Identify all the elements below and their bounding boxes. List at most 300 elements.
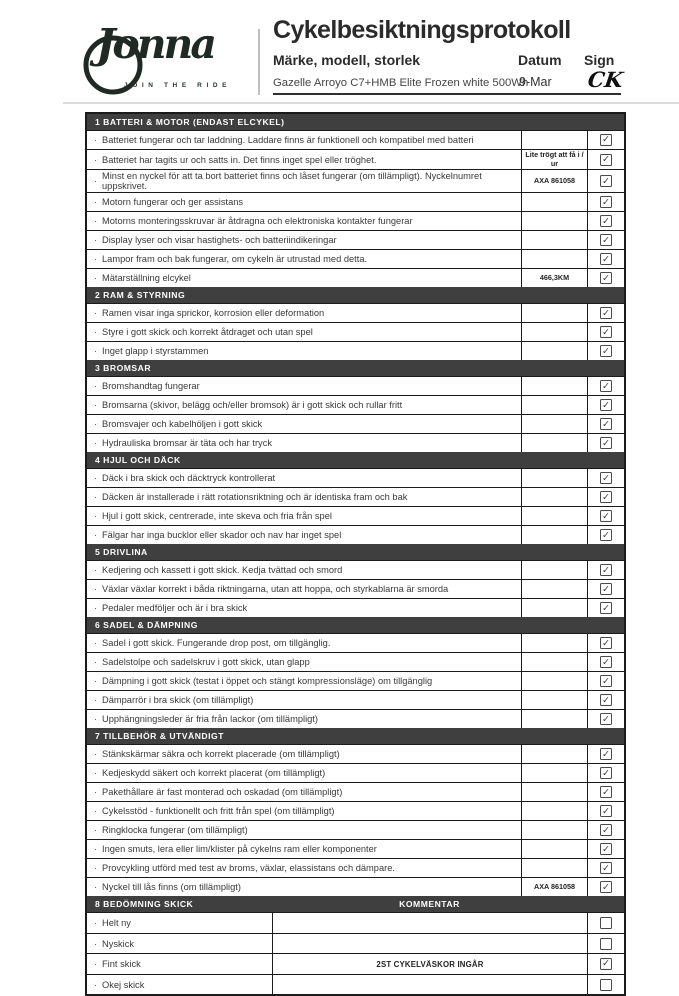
note-cell[interactable]	[521, 783, 587, 801]
note-cell[interactable]	[521, 250, 587, 268]
row-label-cell	[87, 507, 521, 525]
checklist-row	[87, 858, 624, 877]
note-cell[interactable]: AXA 861058	[521, 170, 587, 192]
row-label: Provcykling utförd med test av broms, växlar, elassistans och dämpare.	[102, 863, 395, 874]
bullet: ·	[94, 492, 97, 503]
checklist-row	[87, 525, 624, 544]
checklist-row	[87, 303, 624, 322]
checkbox-checked[interactable]: ✓	[600, 862, 612, 874]
checklist-row	[87, 322, 624, 341]
section-title: 8 BEDÖMNING SKICK	[95, 899, 194, 910]
checkbox-checked[interactable]: ✓	[600, 134, 612, 146]
header-underline	[273, 93, 621, 95]
row-label: Ingen smuts, lera eller lim/klister på cykelns ram eller komponenter	[102, 844, 377, 855]
checkbox-cell	[587, 745, 624, 763]
bullet: ·	[94, 254, 97, 265]
row-label-cell	[87, 934, 272, 954]
row-label-cell	[87, 434, 521, 452]
note-cell[interactable]	[521, 802, 587, 820]
checkbox-checked[interactable]: ✓	[600, 307, 612, 319]
row-label: Cykelsstöd - funktionellt och fritt från spel (om tillämpligt)	[102, 806, 335, 817]
checklist-row	[87, 801, 624, 820]
checkbox-cell	[587, 878, 624, 896]
bullet: ·	[94, 381, 97, 392]
row-label: Hjul i gott skick, centrerade, inte skeva och fria från spel	[102, 511, 332, 522]
checkbox-checked[interactable]: ✓	[600, 253, 612, 265]
checkbox-cell	[587, 764, 624, 782]
checklist-row	[87, 877, 624, 896]
row-label-cell	[87, 954, 272, 974]
checkbox-checked[interactable]: ✓	[600, 767, 612, 779]
row-label-cell	[87, 526, 521, 544]
note-cell[interactable]	[521, 764, 587, 782]
bullet: ·	[94, 918, 97, 929]
row-label: Styre i gott skick och korrekt åtdraget och utan spel	[102, 327, 313, 338]
note-cell[interactable]	[521, 710, 587, 728]
checkbox-checked[interactable]: ✓	[600, 380, 612, 392]
bullet: ·	[94, 511, 97, 522]
row-label-cell	[87, 913, 272, 933]
row-label-cell	[87, 975, 272, 995]
checkbox-cell	[587, 469, 624, 487]
bullet: ·	[94, 695, 97, 706]
section-title: 3 BROMSAR	[95, 363, 152, 374]
checkbox-checked[interactable]: ✓	[600, 272, 612, 284]
bullet: ·	[94, 197, 97, 208]
row-label: Däcken är installerade i rätt rotationsriktning och är identiska fram och bak	[102, 492, 408, 503]
note-cell[interactable]	[521, 415, 587, 433]
checkbox-cell	[587, 859, 624, 877]
checklist-row	[87, 671, 624, 690]
section-header-4	[87, 452, 624, 468]
row-label-cell	[87, 231, 521, 249]
checklist-row	[87, 341, 624, 360]
checkbox-cell	[587, 691, 624, 709]
logo	[84, 12, 244, 98]
checklist-row	[87, 192, 624, 211]
note-cell[interactable]	[521, 396, 587, 414]
checkbox-cell	[587, 212, 624, 230]
row-label: Sadel i gott skick. Fungerande drop post, om tillgänglig.	[102, 638, 331, 649]
checkbox-cell	[587, 913, 624, 933]
note-cell[interactable]	[521, 821, 587, 839]
row-label: Däck i bra skick och däcktryck kontrollerat	[102, 473, 276, 484]
row-label: Bromsvajer och kabelhöljen i gott skick	[102, 419, 263, 430]
checklist-row	[87, 414, 624, 433]
checkbox-checked[interactable]: ✓	[600, 196, 612, 208]
header-separator	[63, 102, 679, 104]
signature: CK	[586, 67, 625, 92]
row-label: Mätarställning elcykel	[102, 273, 191, 284]
section-header-8	[87, 896, 624, 912]
bullet: ·	[94, 714, 97, 725]
bullet: ·	[94, 135, 97, 145]
checkbox-checked[interactable]: ✓	[600, 786, 612, 798]
row-label: Motorns monteringsskruvar är åtdragna och elektroniska kontakter fungerar	[102, 216, 413, 227]
checkbox-checked[interactable]: ✓	[600, 881, 612, 893]
protocol-table	[85, 112, 626, 996]
note-cell[interactable]	[521, 672, 587, 690]
row-label: Kedjering och kassett i gott skick. Kedja tvättad och smord	[102, 565, 343, 576]
note-cell[interactable]	[521, 507, 587, 525]
checkbox-checked[interactable]: ✓	[600, 418, 612, 430]
checkbox-cell	[587, 821, 624, 839]
note-cell[interactable]	[521, 212, 587, 230]
checklist-row	[87, 633, 624, 652]
checkbox-checked[interactable]: ✓	[600, 326, 612, 338]
note-cell[interactable]	[521, 561, 587, 579]
checklist-row	[87, 744, 624, 763]
row-label-cell	[87, 250, 521, 268]
checkbox-unchecked[interactable]	[600, 917, 612, 929]
checkbox-checked[interactable]: ✓	[600, 437, 612, 449]
row-label: Växlar växlar korrekt i båda riktningarna, utan att hoppa, och styrkablarna är smorda	[102, 584, 449, 595]
checklist-row	[87, 506, 624, 525]
bullet: ·	[94, 235, 97, 246]
row-label: Batteriet har tagits ur och satts in. Det finns inget spel eller tröghet.	[102, 154, 377, 165]
row-label-cell	[87, 878, 521, 896]
bullet: ·	[94, 787, 97, 798]
comment-cell[interactable]: 2ST CYKELVÄSKOR INGÅR	[272, 954, 587, 974]
checkbox-cell	[587, 415, 624, 433]
row-label-cell	[87, 599, 521, 617]
checklist-row	[87, 974, 624, 995]
checkbox-cell	[587, 131, 624, 149]
section-header-5	[87, 544, 624, 560]
sign-label: Sign	[584, 52, 615, 68]
checkbox-cell	[587, 634, 624, 652]
note-cell[interactable]: Lite trögt att få i / ur	[521, 150, 587, 169]
checklist-row	[87, 468, 624, 487]
row-label: Upphängningsleder är fria från lackor (om tillämpligt)	[102, 714, 318, 725]
checkbox-checked[interactable]: ✓	[600, 637, 612, 649]
checkbox-cell	[587, 396, 624, 414]
page-title: Cykelbesiktningsprotokoll	[273, 16, 571, 44]
bullet: ·	[94, 530, 97, 541]
row-label-cell	[87, 212, 521, 230]
note-cell[interactable]	[521, 193, 587, 211]
checklist-row	[87, 376, 624, 395]
checklist-row	[87, 912, 624, 933]
row-label: Batteriet fungerar och tar laddning. Laddare finns är funktionell och kompatibel med batteri	[102, 135, 474, 145]
checkbox-checked[interactable]: ✓	[600, 656, 612, 668]
row-label-cell	[87, 131, 521, 149]
note-cell[interactable]	[521, 634, 587, 652]
section-header-3	[87, 360, 624, 376]
row-label: Bromshandtag fungerar	[102, 381, 200, 392]
checkbox-checked[interactable]: ✓	[600, 564, 612, 576]
note-cell[interactable]: AXA 861058	[521, 878, 587, 896]
checkbox-cell	[587, 304, 624, 322]
row-label: Fint skick	[102, 959, 141, 970]
note-cell[interactable]	[521, 231, 587, 249]
checkbox-cell	[587, 488, 624, 506]
checkbox-checked[interactable]: ✓	[600, 345, 612, 357]
row-label-cell	[87, 170, 521, 192]
row-label: Hydrauliska bromsar är täta och har tryck	[102, 438, 272, 449]
row-label: Ramen visar inga sprickor, korrosion eller deformation	[102, 308, 325, 319]
note-cell[interactable]	[521, 342, 587, 360]
checkbox-cell	[587, 954, 624, 974]
checkbox-cell	[587, 231, 624, 249]
bullet: ·	[94, 346, 97, 357]
section-title: 5 DRIVLINA	[95, 547, 148, 558]
checkbox-cell	[587, 377, 624, 395]
checkbox-checked[interactable]: ✓	[600, 472, 612, 484]
checklist-row	[87, 268, 624, 287]
checklist-row	[87, 230, 624, 249]
bullet: ·	[94, 438, 97, 449]
checkbox-cell	[587, 507, 624, 525]
logo-tagline: JOIN THE RIDE	[124, 82, 232, 89]
checklist-row	[87, 211, 624, 230]
row-label-cell	[87, 672, 521, 690]
bullet: ·	[94, 749, 97, 760]
section-header-6	[87, 617, 624, 633]
row-label-cell	[87, 840, 521, 858]
row-label: Nyskick	[102, 938, 135, 949]
checklist-row	[87, 598, 624, 617]
checkbox-checked[interactable]: ✓	[600, 529, 612, 541]
checkbox-cell	[587, 170, 624, 192]
checkbox-cell	[587, 150, 624, 169]
row-label-cell	[87, 488, 521, 506]
checklist-row	[87, 709, 624, 728]
section-header-7	[87, 728, 624, 744]
bullet: ·	[94, 863, 97, 874]
row-label-cell	[87, 304, 521, 322]
bullet: ·	[94, 584, 97, 595]
row-label-cell	[87, 580, 521, 598]
row-label-cell	[87, 323, 521, 341]
checkbox-cell	[587, 323, 624, 341]
note-cell[interactable]	[521, 488, 587, 506]
bullet: ·	[94, 938, 97, 949]
row-label-cell	[87, 561, 521, 579]
row-label-cell	[87, 783, 521, 801]
bullet: ·	[94, 419, 97, 430]
row-label: Dämparrör i bra skick (om tillämpligt)	[102, 695, 254, 706]
checkbox-checked[interactable]: ✓	[600, 154, 612, 166]
row-label-cell	[87, 269, 521, 287]
checkbox-checked[interactable]: ✓	[600, 491, 612, 503]
checkbox-checked[interactable]: ✓	[600, 399, 612, 411]
checkbox-unchecked[interactable]	[600, 979, 612, 991]
section-title: 4 HJUL OCH DÄCK	[95, 455, 181, 466]
note-cell[interactable]	[521, 580, 587, 598]
checkbox-checked[interactable]: ✓	[600, 694, 612, 706]
checkbox-checked[interactable]: ✓	[600, 958, 612, 970]
row-label: Inget glapp i styrstammen	[102, 346, 209, 357]
comment-cell[interactable]	[272, 913, 587, 933]
note-cell[interactable]	[521, 599, 587, 617]
checkbox-cell	[587, 934, 624, 954]
checklist-row	[87, 953, 624, 974]
comment-cell[interactable]	[272, 975, 587, 995]
comment-column-header: KOMMENTAR	[399, 899, 460, 910]
row-label: Pedaler medföljer och är i bra skick	[102, 603, 248, 614]
checkbox-checked[interactable]: ✓	[600, 602, 612, 614]
bullet: ·	[94, 768, 97, 779]
bullet: ·	[94, 882, 97, 893]
bullet: ·	[94, 473, 97, 484]
checklist-row	[87, 130, 624, 149]
checklist-row	[87, 820, 624, 839]
checkbox-checked[interactable]: ✓	[600, 713, 612, 725]
checklist-row	[87, 652, 624, 671]
model-field-label: Märke, modell, storlek	[273, 52, 421, 68]
bullet: ·	[94, 979, 97, 990]
section-title: 6 SADEL & DÄMPNING	[95, 620, 198, 631]
date-label: Datum	[518, 52, 562, 68]
note-cell[interactable]	[521, 859, 587, 877]
note-cell[interactable]	[521, 377, 587, 395]
bullet: ·	[94, 806, 97, 817]
checkbox-cell	[587, 802, 624, 820]
checkbox-cell	[587, 580, 624, 598]
row-label: Dämpning i gott skick (testat i öppet och stängt kompressionsläge) om tillgänglig	[102, 676, 433, 687]
row-label: Bromsarna (skivor, belägg och/eller bromsok) är i gott skick och rullar fritt	[102, 400, 403, 411]
checklist-row	[87, 249, 624, 268]
checkbox-cell	[587, 269, 624, 287]
bullet: ·	[94, 565, 97, 576]
note-cell[interactable]	[521, 323, 587, 341]
checklist-row	[87, 579, 624, 598]
note-cell[interactable]	[521, 840, 587, 858]
checkbox-cell	[587, 434, 624, 452]
section-title: 2 RAM & STYRNING	[95, 290, 186, 301]
note-cell[interactable]	[521, 526, 587, 544]
checkbox-checked[interactable]: ✓	[600, 215, 612, 227]
note-cell[interactable]	[521, 131, 587, 149]
row-label-cell	[87, 377, 521, 395]
checkbox-checked[interactable]: ✓	[600, 234, 612, 246]
checkbox-checked[interactable]: ✓	[600, 824, 612, 836]
bullet: ·	[94, 308, 97, 319]
bullet: ·	[94, 959, 97, 970]
bullet: ·	[94, 176, 97, 187]
checkbox-checked[interactable]: ✓	[600, 510, 612, 522]
row-label-cell	[87, 859, 521, 877]
row-label: Lampor fram och bak fungerar, om cykeln är utrustad med detta.	[102, 254, 368, 265]
bullet: ·	[94, 603, 97, 614]
model-field-value: Gazelle Arroyo C7+HMB Elite Frozen white 500Wh	[273, 77, 529, 89]
row-label: Nyckel till lås finns (om tillämpligt)	[102, 882, 241, 893]
section-header-1	[87, 114, 624, 130]
bullet: ·	[94, 657, 97, 668]
row-label: Helt ny	[102, 918, 131, 929]
checkbox-checked[interactable]: ✓	[600, 748, 612, 760]
row-label-cell	[87, 691, 521, 709]
row-label: Stänkskärmar säkra och korrekt placerade (om tillämpligt)	[102, 749, 340, 760]
row-label-cell	[87, 396, 521, 414]
checklist-row	[87, 169, 624, 192]
checkbox-checked[interactable]: ✓	[600, 805, 612, 817]
checkbox-checked[interactable]: ✓	[600, 583, 612, 595]
checkbox-cell	[587, 783, 624, 801]
checkbox-cell	[587, 342, 624, 360]
row-label: Display lyser och visar hastighets- och batteriindikeringar	[102, 235, 337, 246]
checkbox-unchecked[interactable]	[600, 938, 612, 950]
row-label-cell	[87, 821, 521, 839]
bullet: ·	[94, 273, 97, 284]
checklist-row	[87, 487, 624, 506]
bullet: ·	[94, 676, 97, 687]
section-header-2	[87, 287, 624, 303]
section-title: 7 TILLBEHÖR & UTVÄNDIGT	[95, 731, 224, 742]
checklist-row	[87, 933, 624, 954]
row-label-cell	[87, 745, 521, 763]
row-label-cell	[87, 150, 521, 169]
note-cell[interactable]	[521, 434, 587, 452]
checkbox-cell	[587, 250, 624, 268]
checkbox-cell	[587, 599, 624, 617]
note-cell[interactable]	[521, 691, 587, 709]
header-divider	[258, 29, 260, 95]
row-label: Ringklocka fungerar (om tillämpligt)	[102, 825, 248, 836]
section-title: 1 BATTERI & MOTOR (ENDAST ELCYKEL)	[95, 117, 285, 127]
bullet: ·	[94, 327, 97, 338]
row-label: Pakethållare är fast monterad och oskadad (om tillämpligt)	[102, 787, 343, 798]
checklist-row	[87, 560, 624, 579]
row-label-cell	[87, 802, 521, 820]
row-label-cell	[87, 710, 521, 728]
checkbox-cell	[587, 526, 624, 544]
row-label-cell	[87, 764, 521, 782]
checklist-row	[87, 395, 624, 414]
row-label: Motorn fungerar och ger assistans	[102, 197, 244, 208]
logo-wordmark: Jonna	[96, 20, 214, 68]
checklist-row	[87, 763, 624, 782]
note-cell[interactable]	[521, 745, 587, 763]
checklist-row	[87, 690, 624, 709]
date-value: 9-Mar	[519, 75, 552, 89]
row-label-cell	[87, 634, 521, 652]
checkbox-checked[interactable]: ✓	[600, 175, 612, 187]
checkbox-checked[interactable]: ✓	[600, 843, 612, 855]
row-label-cell	[87, 193, 521, 211]
comment-cell[interactable]	[272, 934, 587, 954]
bullet: ·	[94, 844, 97, 855]
row-label-cell	[87, 415, 521, 433]
checklist-row	[87, 782, 624, 801]
row-label: Minst en nyckel för att ta bort batteriet finns och låset fungerar (om tillämpligt). Nyckelnumret uppskrivet.	[102, 171, 482, 192]
note-cell[interactable]	[521, 304, 587, 322]
bullet: ·	[94, 154, 97, 165]
checkbox-cell	[587, 193, 624, 211]
checkbox-cell	[587, 975, 624, 995]
row-label-cell	[87, 342, 521, 360]
row-label: Fälgar har inga bucklor eller skador och nav har inget spel	[102, 530, 342, 541]
checkbox-cell	[587, 710, 624, 728]
bullet: ·	[94, 825, 97, 836]
bullet: ·	[94, 216, 97, 227]
checklist-row	[87, 433, 624, 452]
row-label: Sadelstolpe och sadelskruv i gott skick, utan glapp	[102, 657, 310, 668]
checkbox-cell	[587, 672, 624, 690]
checkbox-cell	[587, 561, 624, 579]
note-cell[interactable]	[521, 469, 587, 487]
bullet: ·	[94, 638, 97, 649]
row-label: Okej skick	[102, 979, 145, 990]
checkbox-checked[interactable]: ✓	[600, 675, 612, 687]
note-cell[interactable]	[521, 653, 587, 671]
checklist-row	[87, 149, 624, 169]
bullet: ·	[94, 400, 97, 411]
checklist-row	[87, 839, 624, 858]
checkbox-cell	[587, 653, 624, 671]
note-cell[interactable]: 466,3KM	[521, 269, 587, 287]
